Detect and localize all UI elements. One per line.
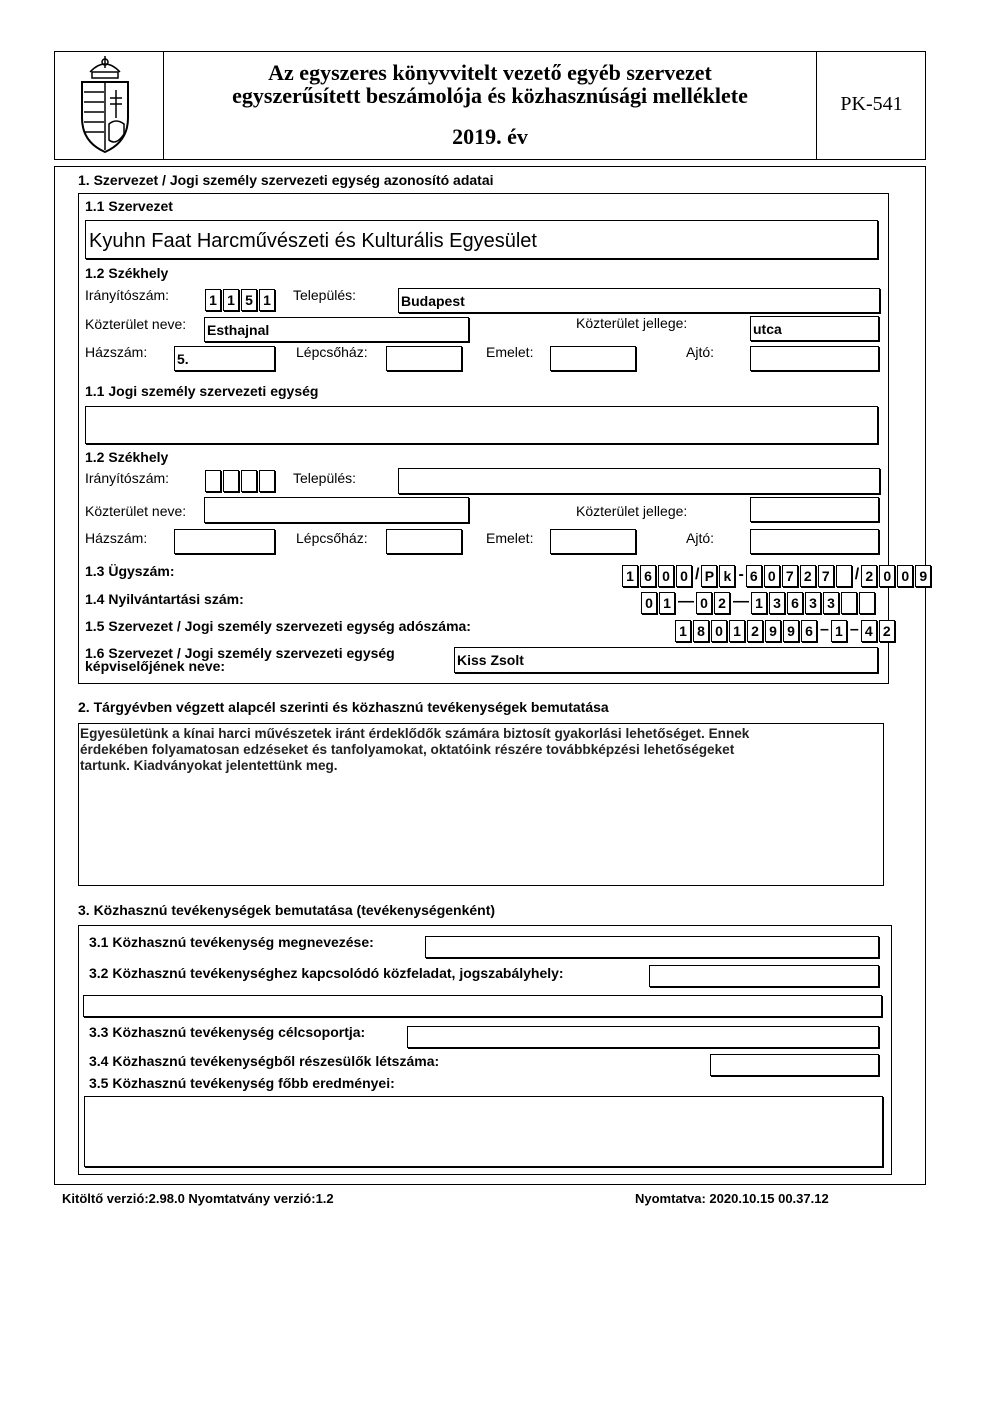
section1-title: 1. Szervezet / Jogi személy szervezeti egység azonosító adatai xyxy=(78,172,494,188)
legal-street-field[interactable] xyxy=(204,497,469,523)
legal-zip-cell[interactable] xyxy=(205,470,221,492)
case-number-cell[interactable]: 6 xyxy=(746,565,762,587)
q33-label: 3.3 Közhasznú tevékenység célcsoportja: xyxy=(89,1024,366,1040)
legal-city-label: Település: xyxy=(293,470,357,486)
activities-text-line3: tartunk. Kiadványokat jelentettünk meg. xyxy=(80,758,338,773)
case-number-cell[interactable]: 6 xyxy=(640,565,656,587)
tax-number-cell[interactable]: 0 xyxy=(711,620,727,642)
case-number-cell[interactable]: 0 xyxy=(879,565,895,587)
case-number-cell[interactable]: 0 xyxy=(764,565,780,587)
section2-title: 2. Tárgyévben végzett alapcél szerinti és közhasznú tevékenységek bemutatása xyxy=(78,699,609,715)
org-name-field[interactable]: Kyuhn Faat Harcművészeti és Kulturális Egyesület xyxy=(85,220,878,259)
house-label: Házszám: xyxy=(85,344,148,360)
zip-cell[interactable]: 1 xyxy=(223,289,239,311)
legal-floor-label: Emelet: xyxy=(486,530,534,546)
legal-zip-cells[interactable] xyxy=(205,470,277,492)
legal-street-type-label: Közterület jellege: xyxy=(576,503,688,519)
zip-cell[interactable]: 5 xyxy=(241,289,257,311)
org-label: 1.1 Szervezet xyxy=(85,198,173,214)
registry-number-cell[interactable] xyxy=(859,592,875,614)
tax-label: 1.5 Szervezet / Jogi személy szervezeti egység adószáma: xyxy=(85,618,471,634)
registry-number-cells[interactable] xyxy=(641,592,877,614)
street-type-field[interactable]: utca xyxy=(750,316,879,341)
registry-number-cell[interactable] xyxy=(841,592,857,614)
registry-number-separator: — xyxy=(733,593,749,610)
registry-number-cell[interactable]: 2 xyxy=(714,592,730,614)
case-number-cell[interactable]: 7 xyxy=(782,565,798,587)
door-label: Ajtó: xyxy=(686,344,715,360)
house-field[interactable]: 5. xyxy=(174,346,275,371)
floor-label: Emelet: xyxy=(486,344,534,360)
case-number-cell[interactable]: 2 xyxy=(861,565,877,587)
tax-number-cell[interactable]: 2 xyxy=(879,620,895,642)
legal-house-field[interactable] xyxy=(174,529,275,554)
zip-label: Irányítószám: xyxy=(85,287,170,303)
door-field[interactable] xyxy=(750,346,879,371)
tax-number-cell[interactable]: 8 xyxy=(693,620,709,642)
legal-door-label: Ajtó: xyxy=(686,530,715,546)
registry-number-cell[interactable]: 3 xyxy=(823,592,839,614)
case-number-cell[interactable]: 9 xyxy=(915,565,931,587)
registry-number-cell[interactable]: 0 xyxy=(641,592,657,614)
city-field[interactable]: Budapest xyxy=(398,288,880,313)
case-number-separator: / xyxy=(695,566,700,583)
tax-number-cells[interactable] xyxy=(675,620,897,642)
footer-printed: Nyomtatva: 2020.10.15 00.37.12 xyxy=(635,1191,829,1206)
q31-label: 3.1 Közhasznú tevékenység megnevezése: xyxy=(89,934,374,950)
street-label: Közterület neve: xyxy=(85,316,187,332)
tax-number-cell[interactable]: 4 xyxy=(861,620,877,642)
rep-label-line2: képviselőjének neve: xyxy=(85,658,226,674)
registry-number-cell[interactable]: 0 xyxy=(696,592,712,614)
case-number-cell[interactable]: 0 xyxy=(658,565,674,587)
legal-staircase-field[interactable] xyxy=(386,529,462,554)
case-number-cells[interactable] xyxy=(622,565,933,587)
case-label: 1.3 Ügyszám: xyxy=(85,563,175,579)
case-number-cell[interactable]: 2 xyxy=(800,565,816,587)
q32-field[interactable] xyxy=(649,965,879,987)
registry-number-cell[interactable]: 1 xyxy=(751,592,767,614)
seat-label: 1.2 Székhely xyxy=(85,265,169,281)
legal-city-field[interactable] xyxy=(398,468,880,494)
tax-number-separator: – xyxy=(820,621,829,638)
form-title-line2: egyszerűsített beszámolója és közhasznúsági melléklete xyxy=(232,83,748,108)
case-number-cell[interactable]: 7 xyxy=(818,565,834,587)
tax-number-cell[interactable]: 1 xyxy=(729,620,745,642)
zip-cells[interactable] xyxy=(205,289,277,311)
case-number-cell[interactable]: 0 xyxy=(897,565,913,587)
city-label: Település: xyxy=(293,287,357,303)
form-title-line1: Az egyszeres könyvvitelt vezető egyéb szervezet xyxy=(268,60,712,85)
legal-street-type-field[interactable] xyxy=(750,497,879,522)
registry-number-cell[interactable]: 3 xyxy=(805,592,821,614)
q34-label: 3.4 Közhasznú tevékenységből részesülők létszáma: xyxy=(89,1053,440,1069)
tax-number-separator: – xyxy=(849,621,859,638)
q32-label: 3.2 Közhasznú tevékenységhez kapcsolódó közfeladat, jogszabályhely: xyxy=(89,965,564,981)
tax-number-cell[interactable]: 1 xyxy=(831,620,847,642)
form-code: PK-541 xyxy=(840,93,903,115)
legal-zip-cell[interactable] xyxy=(223,470,239,492)
legal-unit-field[interactable] xyxy=(85,406,878,444)
zip-cell[interactable]: 1 xyxy=(259,289,275,311)
q31-field[interactable] xyxy=(425,936,879,958)
activities-textarea[interactable] xyxy=(78,723,884,886)
q32-extra-field[interactable] xyxy=(83,995,882,1017)
case-number-separator: - xyxy=(738,566,744,583)
registry-label: 1.4 Nyilvántartási szám: xyxy=(85,591,244,607)
tax-number-cell[interactable]: 2 xyxy=(747,620,763,642)
legal-zip-cell[interactable] xyxy=(241,470,257,492)
street-field[interactable]: Esthajnal xyxy=(204,317,469,342)
legal-staircase-label: Lépcsőház: xyxy=(296,530,368,546)
staircase-label: Lépcsőház: xyxy=(296,344,368,360)
legal-house-label: Házszám: xyxy=(85,530,148,546)
legal-zip-label: Irányítószám: xyxy=(85,470,170,486)
q35-field[interactable] xyxy=(84,1096,883,1167)
footer-version: Kitöltő verzió:2.98.0 Nyomtatvány verzió:1.2 xyxy=(62,1191,334,1206)
form-year: 2019. év xyxy=(452,124,528,149)
activities-text-line1: Egyesületünk a kínai harci művészetek iránt érdeklődők számára biztosít gyakorlási lehetőséget. Ennek xyxy=(80,726,750,741)
q35-label: 3.5 Közhasznú tevékenység főbb eredményei: xyxy=(89,1075,395,1091)
floor-field[interactable] xyxy=(550,346,636,371)
case-number-cell[interactable]: k xyxy=(719,565,735,587)
legal-door-field[interactable] xyxy=(750,529,879,554)
legal-zip-cell[interactable] xyxy=(259,470,275,492)
activities-text-line2: érdekében folyamatosan edzéseket és tanfolyamokat, oktatóink részére továbbképzési lehetőségeket xyxy=(80,742,735,757)
legal-floor-field[interactable] xyxy=(550,529,636,554)
registry-number-separator: — xyxy=(678,593,694,610)
legal-street-label: Közterület neve: xyxy=(85,503,187,519)
zip-cell[interactable]: 1 xyxy=(205,289,221,311)
rep-label-line1: 1.6 Szervezet / Jogi személy szervezeti egység xyxy=(85,645,395,661)
registry-number-cell[interactable]: 1 xyxy=(659,592,675,614)
registry-number-cell[interactable]: 6 xyxy=(787,592,803,614)
staircase-field[interactable] xyxy=(386,346,462,371)
case-number-cell[interactable] xyxy=(836,565,852,587)
case-number-cell[interactable]: 1 xyxy=(622,565,638,587)
tax-number-cell[interactable]: 1 xyxy=(675,620,691,642)
legal-unit-label: 1.1 Jogi személy szervezeti egység xyxy=(85,383,319,399)
tax-number-cell[interactable]: 9 xyxy=(765,620,781,642)
section3-title: 3. Közhasznú tevékenységek bemutatása (tevékenységenként) xyxy=(78,902,496,918)
case-number-cell[interactable]: P xyxy=(701,565,717,587)
legal-seat-label: 1.2 Székhely xyxy=(85,449,169,465)
case-number-cell[interactable]: 0 xyxy=(676,565,692,587)
rep-name-field[interactable]: Kiss Zsolt xyxy=(454,647,878,673)
q33-field[interactable] xyxy=(407,1026,879,1048)
street-type-label: Közterület jellege: xyxy=(576,315,688,331)
case-number-separator: / xyxy=(854,566,860,583)
registry-number-cell[interactable]: 3 xyxy=(769,592,785,614)
coat-of-arms-icon xyxy=(76,54,134,156)
tax-number-cell[interactable]: 9 xyxy=(783,620,799,642)
q34-field[interactable] xyxy=(710,1054,879,1076)
tax-number-cell[interactable]: 6 xyxy=(801,620,817,642)
